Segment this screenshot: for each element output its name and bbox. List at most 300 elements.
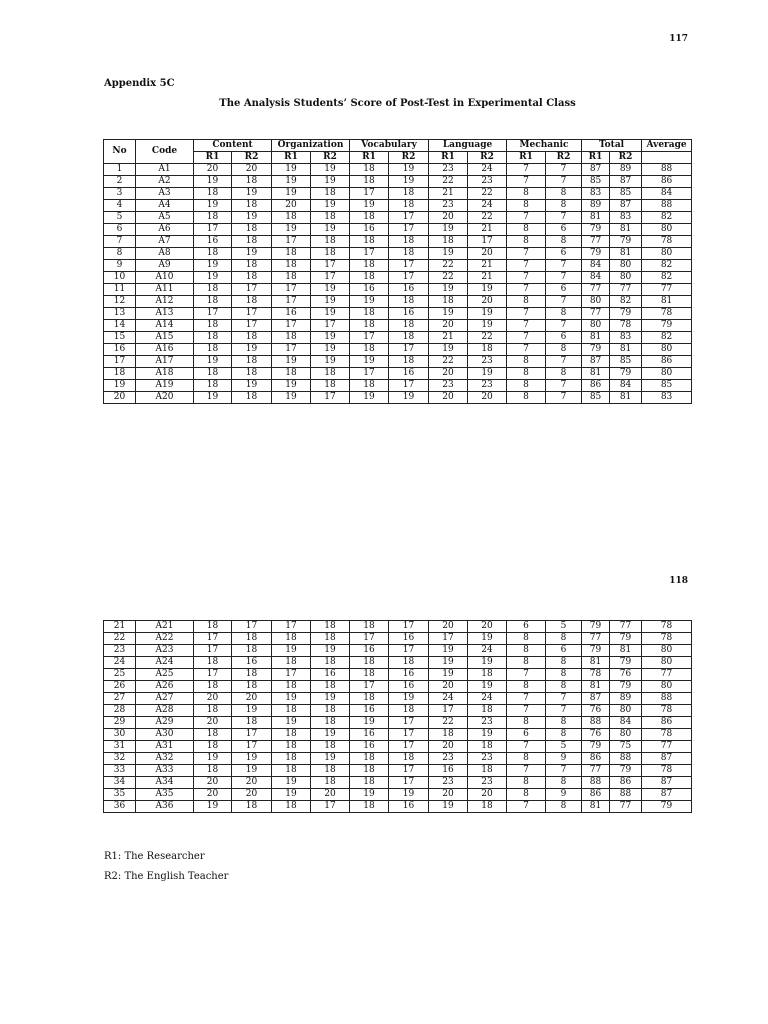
table-cell: 20 xyxy=(468,621,507,633)
table-cell: 17 xyxy=(429,633,468,645)
table-cell: 18 xyxy=(272,633,311,645)
table-cell: 85 xyxy=(610,188,642,200)
table-cell: 17 xyxy=(389,717,429,729)
table-cell: 19 xyxy=(311,164,350,176)
table-cell: 18 xyxy=(429,296,468,308)
table-cell: A18 xyxy=(136,368,194,380)
table-cell: 17 xyxy=(311,320,350,332)
table-cell: 17 xyxy=(232,621,272,633)
table-cell: 18 xyxy=(389,332,429,344)
table-row xyxy=(104,248,692,260)
header-organization: Organization xyxy=(272,140,350,152)
table-cell: A11 xyxy=(136,284,194,296)
table-cell: 78 xyxy=(642,633,692,645)
table-cell: 18 xyxy=(232,392,272,404)
table-cell: 18 xyxy=(272,260,311,272)
table-cell: 18 xyxy=(272,741,311,753)
table-cell: 8 xyxy=(546,669,582,681)
table-cell: 18 xyxy=(311,368,350,380)
table-cell: 7 xyxy=(546,260,582,272)
table-cell: 18 xyxy=(194,188,232,200)
table-cell: 17 xyxy=(272,284,311,296)
table-cell: 19 xyxy=(311,753,350,765)
header-code: Code xyxy=(136,140,194,164)
table-cell: 77 xyxy=(582,633,610,645)
table-cell: 86 xyxy=(642,717,692,729)
table-cell: 77 xyxy=(610,284,642,296)
table-cell: 19 xyxy=(311,693,350,705)
table-cell: 19 xyxy=(232,705,272,717)
table-cell: 22 xyxy=(429,176,468,188)
table-cell: 18 xyxy=(194,657,232,669)
table-cell: 85 xyxy=(610,356,642,368)
table-cell: 20 xyxy=(429,320,468,332)
table-cell: A15 xyxy=(136,332,194,344)
table-cell: 79 xyxy=(610,657,642,669)
table-cell: 20 xyxy=(232,693,272,705)
header-content: Content xyxy=(194,140,272,152)
table-row xyxy=(104,260,692,272)
table-cell: 22 xyxy=(429,260,468,272)
table-cell: 21 xyxy=(468,260,507,272)
table-cell: 7 xyxy=(104,236,136,248)
table-row xyxy=(104,657,692,669)
table-cell: 22 xyxy=(468,332,507,344)
table-cell: 19 xyxy=(232,188,272,200)
table-cell: 84 xyxy=(582,260,610,272)
table-cell: 18 xyxy=(194,284,232,296)
table-cell: 7 xyxy=(546,392,582,404)
table-cell: 17 xyxy=(389,260,429,272)
table-cell: 18 xyxy=(272,729,311,741)
table-cell: 87 xyxy=(582,164,610,176)
table-cell: A32 xyxy=(136,753,194,765)
table-cell: 80 xyxy=(582,296,610,308)
table-cell: 84 xyxy=(610,380,642,392)
table-cell: 18 xyxy=(194,344,232,356)
table-cell: 8 xyxy=(507,188,546,200)
table-cell: 7 xyxy=(546,272,582,284)
table-cell: 18 xyxy=(232,717,272,729)
table-cell: 16 xyxy=(194,236,232,248)
table-cell: 18 xyxy=(350,621,389,633)
table-cell: 8 xyxy=(546,200,582,212)
table-cell: 7 xyxy=(507,284,546,296)
table-cell: 83 xyxy=(610,332,642,344)
table-cell: 17 xyxy=(350,188,389,200)
table-cell: 80 xyxy=(642,645,692,657)
table-row xyxy=(104,621,692,633)
table-cell: 19 xyxy=(429,657,468,669)
table-row xyxy=(104,176,692,188)
table-cell: 16 xyxy=(350,741,389,753)
table-cell: 80 xyxy=(610,729,642,741)
table-row xyxy=(104,344,692,356)
table-cell: 9 xyxy=(546,753,582,765)
table-cell: 20 xyxy=(194,717,232,729)
table-cell: 18 xyxy=(194,621,232,633)
header-r2: R2 xyxy=(232,152,272,164)
table-cell: 17 xyxy=(272,320,311,332)
table-cell: 19 xyxy=(272,693,311,705)
table-cell: 80 xyxy=(642,368,692,380)
table-cell: 19 xyxy=(429,248,468,260)
table-cell: 19 xyxy=(311,356,350,368)
table-cell: 19 xyxy=(232,344,272,356)
table-cell: 20 xyxy=(232,164,272,176)
table-cell: 18 xyxy=(194,765,232,777)
table-cell: 79 xyxy=(610,765,642,777)
table-cell: 3 xyxy=(104,188,136,200)
table-cell: A27 xyxy=(136,693,194,705)
table-cell: 19 xyxy=(389,392,429,404)
table-cell: 89 xyxy=(610,693,642,705)
table-cell: 7 xyxy=(546,765,582,777)
table-cell: 19 xyxy=(389,693,429,705)
table-cell: 9 xyxy=(104,260,136,272)
table-cell: 18 xyxy=(350,308,389,320)
table-cell: 22 xyxy=(429,272,468,284)
table-cell: 77 xyxy=(642,669,692,681)
table-cell: 18 xyxy=(311,621,350,633)
table-cell: 23 xyxy=(429,380,468,392)
table-cell: 77 xyxy=(642,284,692,296)
table-cell: 88 xyxy=(610,753,642,765)
table-cell: 86 xyxy=(642,356,692,368)
table-cell: 81 xyxy=(582,332,610,344)
header-r2: R2 xyxy=(468,152,507,164)
table-cell: 20 xyxy=(429,789,468,801)
table-cell: 18 xyxy=(232,236,272,248)
table-cell: 18 xyxy=(232,669,272,681)
table-cell: 7 xyxy=(507,344,546,356)
table-cell: 18 xyxy=(468,741,507,753)
table-cell: A25 xyxy=(136,669,194,681)
table-cell: 79 xyxy=(610,633,642,645)
table-cell: 86 xyxy=(582,789,610,801)
table-cell: 8 xyxy=(546,633,582,645)
table-cell: 21 xyxy=(104,621,136,633)
table-cell: 79 xyxy=(610,308,642,320)
table-cell: 19 xyxy=(194,260,232,272)
header-r1: R1 xyxy=(507,152,546,164)
table-cell: 23 xyxy=(429,777,468,789)
table-cell: 8 xyxy=(507,392,546,404)
table-cell: 17 xyxy=(232,320,272,332)
table-cell: 19 xyxy=(311,332,350,344)
table-cell: 80 xyxy=(642,657,692,669)
table-cell: 88 xyxy=(642,164,692,176)
table-cell: 18 xyxy=(311,212,350,224)
table-cell: 19 xyxy=(311,176,350,188)
table-cell: 18 xyxy=(311,248,350,260)
table-cell: 20 xyxy=(311,789,350,801)
table-cell: A7 xyxy=(136,236,194,248)
table-cell: 18 xyxy=(194,741,232,753)
table-cell: 19 xyxy=(311,344,350,356)
table-cell: A34 xyxy=(136,777,194,789)
table-cell: 79 xyxy=(582,621,610,633)
table-cell: 6 xyxy=(546,332,582,344)
table-cell: 17 xyxy=(272,296,311,308)
table-cell: 17 xyxy=(311,272,350,284)
table-row xyxy=(104,224,692,236)
table-cell: 8 xyxy=(546,717,582,729)
table-cell: 24 xyxy=(429,693,468,705)
table-row xyxy=(104,633,692,645)
table-cell: 88 xyxy=(582,717,610,729)
table-cell: 79 xyxy=(610,681,642,693)
table-row xyxy=(104,717,692,729)
table-cell: 18 xyxy=(389,753,429,765)
table-cell: 8 xyxy=(507,777,546,789)
table-cell: 17 xyxy=(272,236,311,248)
header-r2: R2 xyxy=(311,152,350,164)
table-row xyxy=(104,693,692,705)
table-cell: 81 xyxy=(610,645,642,657)
table-cell: 19 xyxy=(272,789,311,801)
table-cell: 19 xyxy=(429,308,468,320)
table-cell: 20 xyxy=(232,777,272,789)
table-cell: 87 xyxy=(610,176,642,188)
table-cell: 86 xyxy=(642,176,692,188)
table-cell: 83 xyxy=(610,212,642,224)
table-row xyxy=(104,308,692,320)
table-cell: 21 xyxy=(468,224,507,236)
table-cell: 18 xyxy=(311,777,350,789)
table-cell: 18 xyxy=(468,705,507,717)
table-cell: 18 xyxy=(311,633,350,645)
table-cell: 79 xyxy=(582,344,610,356)
table-row xyxy=(104,200,692,212)
table-cell: 16 xyxy=(350,284,389,296)
table-cell: 19 xyxy=(389,789,429,801)
table-cell: A30 xyxy=(136,729,194,741)
table-cell: 18 xyxy=(232,681,272,693)
table-cell: 17 xyxy=(350,633,389,645)
table-cell: 10 xyxy=(104,272,136,284)
header-r2: R2 xyxy=(389,152,429,164)
table-cell: 19 xyxy=(272,380,311,392)
table-cell: 32 xyxy=(104,753,136,765)
table-cell: 18 xyxy=(389,236,429,248)
header-r1: R1 xyxy=(194,152,232,164)
table-cell: 18 xyxy=(468,344,507,356)
table-cell: 18 xyxy=(350,801,389,813)
table-cell: 20 xyxy=(232,789,272,801)
table-cell: 18 xyxy=(311,765,350,777)
table-cell: 17 xyxy=(311,801,350,813)
table-cell: 77 xyxy=(610,801,642,813)
table-cell: 19 xyxy=(429,801,468,813)
table-cell: 17 xyxy=(194,308,232,320)
table-cell: 23 xyxy=(468,717,507,729)
table-cell: 8 xyxy=(507,236,546,248)
table-cell: 75 xyxy=(610,741,642,753)
table-cell: A31 xyxy=(136,741,194,753)
table-cell: 8 xyxy=(507,717,546,729)
table-cell: 24 xyxy=(468,200,507,212)
table-row xyxy=(104,296,692,308)
table-cell: 16 xyxy=(429,765,468,777)
table-cell: 19 xyxy=(311,284,350,296)
table-cell: 9 xyxy=(546,789,582,801)
table-cell: 7 xyxy=(507,248,546,260)
table-cell: 81 xyxy=(582,681,610,693)
table-cell: 19 xyxy=(194,176,232,188)
table-row xyxy=(104,765,692,777)
table-cell: 20 xyxy=(468,248,507,260)
table-cell: 19 xyxy=(272,777,311,789)
table-cell: 6 xyxy=(546,248,582,260)
table-cell: A10 xyxy=(136,272,194,284)
table-cell: 18 xyxy=(311,657,350,669)
table-cell: 17 xyxy=(232,308,272,320)
table-cell: 8 xyxy=(104,248,136,260)
table-cell: 16 xyxy=(350,729,389,741)
table-cell: 17 xyxy=(389,777,429,789)
table-cell: 8 xyxy=(507,789,546,801)
table-cell: 18 xyxy=(232,368,272,380)
table-cell: 18 xyxy=(232,356,272,368)
table-cell: 17 xyxy=(389,344,429,356)
table-cell: 82 xyxy=(610,296,642,308)
table-cell: 78 xyxy=(642,729,692,741)
table-row xyxy=(104,188,692,200)
table-cell: 19 xyxy=(429,224,468,236)
table-cell: 16 xyxy=(350,705,389,717)
table-cell: 18 xyxy=(350,753,389,765)
table-cell: 18 xyxy=(194,729,232,741)
table-cell: 17 xyxy=(194,224,232,236)
table-cell: 18 xyxy=(350,669,389,681)
table-cell: 18 xyxy=(311,236,350,248)
table-cell: 81 xyxy=(582,212,610,224)
table-cell: 19 xyxy=(272,392,311,404)
table-cell: 19 xyxy=(194,272,232,284)
table-cell: 18 xyxy=(468,801,507,813)
table-cell: 6 xyxy=(546,284,582,296)
table-cell: 79 xyxy=(610,236,642,248)
table-cell: 2 xyxy=(104,176,136,188)
table-cell: 8 xyxy=(546,729,582,741)
table-cell: 8 xyxy=(507,224,546,236)
table-cell: 29 xyxy=(104,717,136,729)
table-row xyxy=(104,705,692,717)
table-cell: 81 xyxy=(582,368,610,380)
table-cell: 7 xyxy=(507,164,546,176)
table-cell: A12 xyxy=(136,296,194,308)
table-cell: 82 xyxy=(642,260,692,272)
table-cell: 18 xyxy=(311,717,350,729)
table-cell: 8 xyxy=(507,200,546,212)
table-cell: 16 xyxy=(389,284,429,296)
table-cell: 17 xyxy=(311,392,350,404)
table-cell: 20 xyxy=(429,741,468,753)
table-cell: 18 xyxy=(389,188,429,200)
table-cell: 13 xyxy=(104,308,136,320)
table-cell: 17 xyxy=(272,344,311,356)
table-cell: A36 xyxy=(136,801,194,813)
table-cell: 35 xyxy=(104,789,136,801)
table-cell: 18 xyxy=(232,200,272,212)
table-cell: 19 xyxy=(272,224,311,236)
table-cell: 23 xyxy=(468,176,507,188)
table-row xyxy=(104,741,692,753)
table-cell: 7 xyxy=(546,296,582,308)
table-cell: 19 xyxy=(194,801,232,813)
table-cell: 22 xyxy=(104,633,136,645)
table-cell: 18 xyxy=(389,657,429,669)
table-cell: 18 xyxy=(272,705,311,717)
table-cell: 18 xyxy=(272,248,311,260)
table-row xyxy=(104,681,692,693)
table-cell: 7 xyxy=(546,320,582,332)
table-cell: 24 xyxy=(468,645,507,657)
table-cell: 18 xyxy=(350,344,389,356)
table-row xyxy=(104,380,692,392)
table-cell: 18 xyxy=(272,212,311,224)
table-cell: 17 xyxy=(232,284,272,296)
table-row xyxy=(104,272,692,284)
table-cell: 16 xyxy=(272,308,311,320)
table-cell: 28 xyxy=(104,705,136,717)
table-cell: 18 xyxy=(272,272,311,284)
table-cell: 5 xyxy=(104,212,136,224)
table-cell: 19 xyxy=(468,284,507,296)
table-cell: 17 xyxy=(350,248,389,260)
table-cell: 8 xyxy=(507,645,546,657)
table-cell: 18 xyxy=(194,296,232,308)
table-cell: A5 xyxy=(136,212,194,224)
table-cell: 8 xyxy=(546,801,582,813)
table-cell: 19 xyxy=(350,356,389,368)
table-cell: 8 xyxy=(507,657,546,669)
table-cell: 19 xyxy=(311,200,350,212)
table-cell: 19 xyxy=(429,669,468,681)
table-cell: A24 xyxy=(136,657,194,669)
table-cell: 81 xyxy=(610,344,642,356)
table-cell: 19 xyxy=(232,248,272,260)
table-cell: 17 xyxy=(468,236,507,248)
table-cell: 80 xyxy=(582,320,610,332)
table-cell: 23 xyxy=(468,356,507,368)
table-cell: 86 xyxy=(610,777,642,789)
table-cell: 85 xyxy=(582,176,610,188)
table-cell: 20 xyxy=(194,777,232,789)
table-cell: 23 xyxy=(468,380,507,392)
table-cell: 17 xyxy=(232,741,272,753)
table-cell: 19 xyxy=(311,729,350,741)
table-cell: 78 xyxy=(642,236,692,248)
table-cell: 19 xyxy=(232,212,272,224)
table-cell: 18 xyxy=(194,681,232,693)
table-cell: 16 xyxy=(389,633,429,645)
table-cell: 78 xyxy=(582,669,610,681)
table-cell: 78 xyxy=(610,320,642,332)
table-cell: 7 xyxy=(507,320,546,332)
table-cell: A33 xyxy=(136,765,194,777)
table-cell: 14 xyxy=(104,320,136,332)
table-cell: 27 xyxy=(104,693,136,705)
table-cell: 19 xyxy=(350,296,389,308)
table-cell: 17 xyxy=(389,645,429,657)
table-cell: 18 xyxy=(194,705,232,717)
table-cell: 77 xyxy=(610,621,642,633)
table-cell: 87 xyxy=(582,693,610,705)
table-cell: 83 xyxy=(582,188,610,200)
table-cell: 7 xyxy=(546,380,582,392)
